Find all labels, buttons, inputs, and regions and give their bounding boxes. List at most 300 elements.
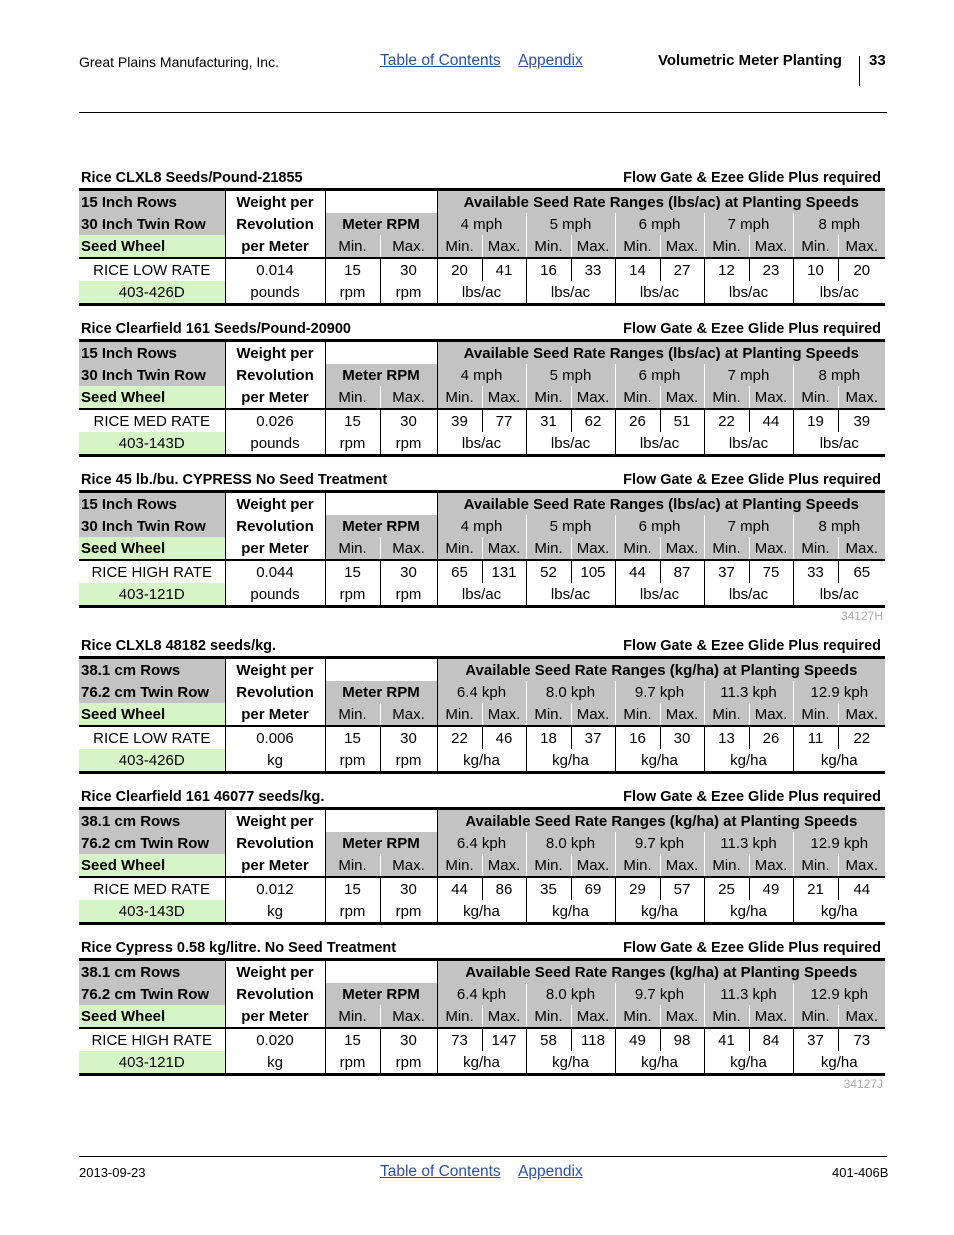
- table-title: Rice Clearfield 161 46077 seeds/kg.: [81, 789, 325, 805]
- rate-min-header: Min.: [526, 703, 571, 726]
- rpm-header-spacer: [325, 658, 437, 682]
- rate-min-header: Min.: [704, 1005, 749, 1028]
- rate-min-header: Min.: [793, 386, 838, 409]
- rate-min-value: 44: [437, 877, 482, 900]
- company-name: Great Plains Manufacturing, Inc.: [79, 54, 279, 70]
- twin-row-label: 76.2 cm Twin Row: [79, 983, 225, 1005]
- rate-max-header: Max.: [838, 386, 885, 409]
- seed-wheel-label: Seed Wheel: [79, 854, 225, 877]
- speed-header: 6 mph: [615, 364, 704, 386]
- rate-unit: kg/ha: [437, 900, 526, 924]
- seed-rate-table-block: [79, 321, 885, 457]
- rate-min-header: Min.: [437, 854, 482, 877]
- weight-value: 0.006: [225, 726, 325, 749]
- weight-unit: pounds: [225, 583, 325, 607]
- rate-min-header: Min.: [526, 1005, 571, 1028]
- rate-max-value: 73: [838, 1028, 885, 1051]
- weight-unit: pounds: [225, 432, 325, 456]
- rate-min-value: 13: [704, 726, 749, 749]
- weight-header-line2: Revolution: [225, 983, 325, 1005]
- twin-row-label: 76.2 cm Twin Row: [79, 681, 225, 703]
- rpm-max-header: Max.: [380, 235, 437, 258]
- seed-wheel-label: Seed Wheel: [79, 703, 225, 726]
- rate-max-header: Max.: [749, 386, 793, 409]
- rpm-max-value: 30: [380, 560, 437, 583]
- speed-header: 9.7 kph: [615, 983, 704, 1005]
- rate-max-header: Max.: [482, 854, 526, 877]
- seed-rate-table: [79, 656, 885, 774]
- rate-max-value: 20: [838, 258, 885, 281]
- page-header: [0, 52, 954, 92]
- rate-unit: kg/ha: [437, 1051, 526, 1075]
- rate-max-value: 49: [749, 877, 793, 900]
- rate-unit: kg/ha: [615, 1051, 704, 1075]
- rates-header: Available Seed Rate Ranges (lbs/ac) at Planting Speeds: [437, 492, 885, 516]
- rate-unit: lbs/ac: [526, 583, 615, 607]
- seed-rate-table: [79, 339, 885, 457]
- rate-max-header: Max.: [749, 854, 793, 877]
- weight-value: 0.044: [225, 560, 325, 583]
- speed-header: 6 mph: [615, 515, 704, 537]
- footer-date: 2013-09-23: [79, 1165, 146, 1180]
- rpm-max-value: 30: [380, 409, 437, 432]
- rate-max-value: 69: [571, 877, 615, 900]
- rpm-unit: rpm: [325, 900, 380, 924]
- rate-max-value: 98: [660, 1028, 704, 1051]
- page-number: 33: [869, 52, 886, 69]
- twin-row-label: 30 Inch Twin Row: [79, 213, 225, 235]
- weight-header-line2: Revolution: [225, 681, 325, 703]
- seed-rate-table: [79, 807, 885, 925]
- weight-header-line3: per Meter: [225, 537, 325, 560]
- requirement-note: Flow Gate & Ezee Glide Plus required: [623, 472, 881, 488]
- rate-min-value: 14: [615, 258, 660, 281]
- weight-header-line3: per Meter: [225, 703, 325, 726]
- rates-header: Available Seed Rate Ranges (lbs/ac) at Planting Speeds: [437, 341, 885, 365]
- header-rule: [79, 112, 887, 113]
- rate-max-header: Max.: [749, 703, 793, 726]
- speed-header: 5 mph: [526, 213, 615, 235]
- rate-min-header: Min.: [704, 386, 749, 409]
- speed-header: 12.9 kph: [793, 681, 885, 703]
- weight-unit: kg: [225, 749, 325, 773]
- rate-min-value: 25: [704, 877, 749, 900]
- table-of-contents-link[interactable]: Table of Contents: [380, 1163, 501, 1180]
- rate-name: RICE MED RATE: [79, 877, 225, 900]
- speed-header: 7 mph: [704, 213, 793, 235]
- speed-header: 11.3 kph: [704, 832, 793, 854]
- rpm-header-spacer: [325, 809, 437, 833]
- rpm-max-header: Max.: [380, 1005, 437, 1028]
- seed-wheel-part: 403-121D: [79, 1051, 225, 1075]
- rpm-header-spacer: [325, 190, 437, 214]
- rate-min-header: Min.: [615, 235, 660, 258]
- rpm-header-spacer: [325, 960, 437, 984]
- rate-max-header: Max.: [660, 235, 704, 258]
- appendix-link[interactable]: Appendix: [518, 1163, 583, 1180]
- part-number: 401-406B: [832, 1165, 889, 1180]
- weight-header-line3: per Meter: [225, 854, 325, 877]
- row-spacing-label: 38.1 cm Rows: [79, 960, 225, 984]
- rate-max-header: Max.: [482, 1005, 526, 1028]
- rate-min-value: 22: [437, 726, 482, 749]
- meter-rpm-header: Meter RPM: [325, 213, 437, 235]
- rpm-min-value: 15: [325, 409, 380, 432]
- rate-max-value: 46: [482, 726, 526, 749]
- weight-header-line1: Weight per: [225, 190, 325, 214]
- rate-min-value: 18: [526, 726, 571, 749]
- seed-rate-table-block: [79, 472, 885, 623]
- table-title-row: [79, 321, 885, 339]
- weight-header-line3: per Meter: [225, 1005, 325, 1028]
- rpm-min-header: Min.: [325, 235, 380, 258]
- weight-header-line1: Weight per: [225, 658, 325, 682]
- rate-max-value: 27: [660, 258, 704, 281]
- rate-min-value: 39: [437, 409, 482, 432]
- speed-header: 11.3 kph: [704, 983, 793, 1005]
- weight-header-line1: Weight per: [225, 960, 325, 984]
- speed-header: 5 mph: [526, 515, 615, 537]
- rate-min-value: 35: [526, 877, 571, 900]
- rate-min-header: Min.: [793, 703, 838, 726]
- rate-min-value: 44: [615, 560, 660, 583]
- seed-wheel-part: 403-143D: [79, 432, 225, 456]
- rate-min-value: 29: [615, 877, 660, 900]
- rate-max-header: Max.: [749, 235, 793, 258]
- rate-max-value: 87: [660, 560, 704, 583]
- rate-unit: kg/ha: [437, 749, 526, 773]
- rate-max-header: Max.: [571, 854, 615, 877]
- table-title: Rice 45 lb./bu. CYPRESS No Seed Treatment: [81, 472, 388, 488]
- rpm-min-value: 15: [325, 1028, 380, 1051]
- rpm-min-header: Min.: [325, 386, 380, 409]
- weight-unit: kg: [225, 1051, 325, 1075]
- rate-min-value: 65: [437, 560, 482, 583]
- speed-header: 8.0 kph: [526, 681, 615, 703]
- twin-row-label: 30 Inch Twin Row: [79, 515, 225, 537]
- rpm-min-value: 15: [325, 726, 380, 749]
- rate-min-header: Min.: [615, 537, 660, 560]
- rate-max-value: 44: [838, 877, 885, 900]
- footer-links: [380, 1163, 597, 1181]
- weight-value: 0.026: [225, 409, 325, 432]
- meter-rpm-header: Meter RPM: [325, 681, 437, 703]
- weight-header-line3: per Meter: [225, 386, 325, 409]
- rate-min-header: Min.: [437, 703, 482, 726]
- rates-header: Available Seed Rate Ranges (lbs/ac) at Planting Speeds: [437, 190, 885, 214]
- twin-row-label: 30 Inch Twin Row: [79, 364, 225, 386]
- weight-unit: kg: [225, 900, 325, 924]
- rate-max-header: Max.: [482, 386, 526, 409]
- rate-min-value: 52: [526, 560, 571, 583]
- row-spacing-label: 15 Inch Rows: [79, 492, 225, 516]
- speed-header: 7 mph: [704, 515, 793, 537]
- rpm-unit: rpm: [380, 583, 437, 607]
- row-spacing-label: 38.1 cm Rows: [79, 658, 225, 682]
- rate-unit: kg/ha: [615, 900, 704, 924]
- rate-max-header: Max.: [482, 235, 526, 258]
- table-title-row: [79, 638, 885, 656]
- table-title: Rice CLXL8 48182 seeds/kg.: [81, 638, 277, 654]
- rate-min-value: 31: [526, 409, 571, 432]
- rate-max-header: Max.: [838, 854, 885, 877]
- rate-max-value: 131: [482, 560, 526, 583]
- rate-max-header: Max.: [838, 703, 885, 726]
- seed-wheel-part: 403-426D: [79, 281, 225, 305]
- rpm-unit: rpm: [380, 900, 437, 924]
- rate-max-value: 37: [571, 726, 615, 749]
- speed-header: 8.0 kph: [526, 983, 615, 1005]
- weight-header-line1: Weight per: [225, 492, 325, 516]
- weight-value: 0.012: [225, 877, 325, 900]
- rate-unit: lbs/ac: [704, 432, 793, 456]
- rate-max-value: 23: [749, 258, 793, 281]
- meter-rpm-header: Meter RPM: [325, 983, 437, 1005]
- rate-unit: lbs/ac: [526, 432, 615, 456]
- rate-max-header: Max.: [571, 537, 615, 560]
- speed-header: 9.7 kph: [615, 832, 704, 854]
- rate-min-header: Min.: [615, 1005, 660, 1028]
- speed-header: 12.9 kph: [793, 832, 885, 854]
- rate-max-header: Max.: [660, 386, 704, 409]
- header-links: [380, 52, 597, 70]
- section-title: Volumetric Meter Planting: [658, 52, 842, 69]
- rates-header: Available Seed Rate Ranges (kg/ha) at Planting Speeds: [437, 658, 885, 682]
- speed-header: 4 mph: [437, 515, 526, 537]
- appendix-link[interactable]: Appendix: [518, 52, 583, 69]
- rate-max-header: Max.: [571, 235, 615, 258]
- speed-header: 12.9 kph: [793, 983, 885, 1005]
- seed-wheel-label: Seed Wheel: [79, 386, 225, 409]
- table-title-row: [79, 472, 885, 490]
- speed-header: 8 mph: [793, 213, 885, 235]
- speed-header: 6 mph: [615, 213, 704, 235]
- row-spacing-label: 15 Inch Rows: [79, 341, 225, 365]
- rate-min-value: 37: [704, 560, 749, 583]
- rate-unit: lbs/ac: [437, 432, 526, 456]
- requirement-note: Flow Gate & Ezee Glide Plus required: [623, 940, 881, 956]
- figure-reference: 34127H: [840, 609, 883, 623]
- rate-max-value: 33: [571, 258, 615, 281]
- rpm-min-header: Min.: [325, 703, 380, 726]
- rpm-unit: rpm: [325, 749, 380, 773]
- speed-header: 6.4 kph: [437, 681, 526, 703]
- row-spacing-label: 15 Inch Rows: [79, 190, 225, 214]
- rate-unit: kg/ha: [704, 749, 793, 773]
- seed-wheel-label: Seed Wheel: [79, 1005, 225, 1028]
- rate-unit: lbs/ac: [793, 583, 885, 607]
- rate-min-header: Min.: [704, 854, 749, 877]
- rate-max-value: 118: [571, 1028, 615, 1051]
- rate-min-header: Min.: [615, 854, 660, 877]
- rpm-max-header: Max.: [380, 537, 437, 560]
- table-of-contents-link[interactable]: Table of Contents: [380, 52, 501, 69]
- rpm-min-header: Min.: [325, 537, 380, 560]
- weight-header-line1: Weight per: [225, 341, 325, 365]
- rate-max-value: 57: [660, 877, 704, 900]
- rate-min-header: Min.: [793, 235, 838, 258]
- rate-min-value: 49: [615, 1028, 660, 1051]
- rate-max-header: Max.: [482, 703, 526, 726]
- rate-max-header: Max.: [482, 537, 526, 560]
- rate-unit: lbs/ac: [615, 432, 704, 456]
- figure-reference: 34127J: [843, 1077, 883, 1091]
- rate-min-value: 37: [793, 1028, 838, 1051]
- seed-wheel-part: 403-426D: [79, 749, 225, 773]
- rate-unit: lbs/ac: [437, 583, 526, 607]
- rpm-max-header: Max.: [380, 386, 437, 409]
- rate-max-value: 105: [571, 560, 615, 583]
- rate-max-header: Max.: [660, 537, 704, 560]
- rate-max-value: 77: [482, 409, 526, 432]
- rate-min-header: Min.: [704, 235, 749, 258]
- seed-rate-table: [79, 958, 885, 1076]
- rate-unit: lbs/ac: [704, 281, 793, 305]
- footer-rule: [79, 1156, 887, 1157]
- weight-value: 0.020: [225, 1028, 325, 1051]
- rate-min-header: Min.: [793, 1005, 838, 1028]
- speed-header: 4 mph: [437, 364, 526, 386]
- table-title: Rice Clearfield 161 Seeds/Pound-20900: [81, 321, 351, 337]
- speed-header: 4 mph: [437, 213, 526, 235]
- rate-max-value: 75: [749, 560, 793, 583]
- rpm-min-header: Min.: [325, 854, 380, 877]
- rpm-unit: rpm: [380, 432, 437, 456]
- rate-min-header: Min.: [704, 703, 749, 726]
- speed-header: 9.7 kph: [615, 681, 704, 703]
- requirement-note: Flow Gate & Ezee Glide Plus required: [623, 321, 881, 337]
- weight-header-line2: Revolution: [225, 832, 325, 854]
- rpm-min-value: 15: [325, 877, 380, 900]
- header-divider: [859, 56, 860, 86]
- row-spacing-label: 38.1 cm Rows: [79, 809, 225, 833]
- rate-name: RICE HIGH RATE: [79, 560, 225, 583]
- rate-unit: lbs/ac: [793, 432, 885, 456]
- rate-max-header: Max.: [838, 537, 885, 560]
- rate-min-value: 22: [704, 409, 749, 432]
- rate-max-header: Max.: [660, 1005, 704, 1028]
- rpm-min-header: Min.: [325, 1005, 380, 1028]
- rpm-unit: rpm: [325, 432, 380, 456]
- speed-header: 8 mph: [793, 364, 885, 386]
- table-title-row: [79, 940, 885, 958]
- requirement-note: Flow Gate & Ezee Glide Plus required: [623, 789, 881, 805]
- rpm-unit: rpm: [325, 1051, 380, 1075]
- rate-unit: kg/ha: [793, 900, 885, 924]
- seed-rate-table: [79, 490, 885, 608]
- speed-header: 7 mph: [704, 364, 793, 386]
- seed-rate-table-block: [79, 940, 885, 1091]
- rate-name: RICE MED RATE: [79, 409, 225, 432]
- rate-max-value: 84: [749, 1028, 793, 1051]
- seed-rate-table-block: [79, 170, 885, 306]
- rpm-unit: rpm: [380, 749, 437, 773]
- twin-row-label: 76.2 cm Twin Row: [79, 832, 225, 854]
- rate-min-header: Min.: [526, 386, 571, 409]
- rate-unit: lbs/ac: [526, 281, 615, 305]
- table-title: Rice Cypress 0.58 kg/litre. No Seed Treatment: [81, 940, 397, 956]
- weight-header-line3: per Meter: [225, 235, 325, 258]
- rate-unit: lbs/ac: [615, 583, 704, 607]
- seed-wheel-part: 403-143D: [79, 900, 225, 924]
- rate-unit: lbs/ac: [704, 583, 793, 607]
- rate-max-header: Max.: [571, 1005, 615, 1028]
- rate-min-header: Min.: [615, 386, 660, 409]
- seed-rate-table: [79, 188, 885, 306]
- rate-min-header: Min.: [526, 537, 571, 560]
- rate-min-header: Min.: [437, 1005, 482, 1028]
- rpm-max-value: 30: [380, 726, 437, 749]
- rate-min-header: Min.: [437, 537, 482, 560]
- rate-min-header: Min.: [437, 235, 482, 258]
- rate-min-value: 16: [615, 726, 660, 749]
- rate-max-header: Max.: [571, 703, 615, 726]
- rate-name: RICE HIGH RATE: [79, 1028, 225, 1051]
- speed-header: 8.0 kph: [526, 832, 615, 854]
- rate-max-value: 62: [571, 409, 615, 432]
- rate-min-value: 58: [526, 1028, 571, 1051]
- table-title: Rice CLXL8 Seeds/Pound-21855: [81, 170, 303, 186]
- meter-rpm-header: Meter RPM: [325, 832, 437, 854]
- rate-min-header: Min.: [793, 854, 838, 877]
- rpm-max-header: Max.: [380, 703, 437, 726]
- rate-min-header: Min.: [615, 703, 660, 726]
- rate-min-value: 20: [437, 258, 482, 281]
- requirement-note: Flow Gate & Ezee Glide Plus required: [623, 170, 881, 186]
- rate-min-header: Min.: [793, 537, 838, 560]
- rate-min-value: 10: [793, 258, 838, 281]
- rpm-min-value: 15: [325, 560, 380, 583]
- rate-max-value: 26: [749, 726, 793, 749]
- rate-name: RICE LOW RATE: [79, 726, 225, 749]
- table-title-row: [79, 170, 885, 188]
- weight-header-line2: Revolution: [225, 364, 325, 386]
- rate-min-header: Min.: [526, 235, 571, 258]
- rate-min-value: 12: [704, 258, 749, 281]
- rpm-max-value: 30: [380, 258, 437, 281]
- rate-max-header: Max.: [838, 1005, 885, 1028]
- rpm-max-value: 30: [380, 1028, 437, 1051]
- rate-max-header: Max.: [838, 235, 885, 258]
- rate-max-value: 65: [838, 560, 885, 583]
- rpm-unit: rpm: [325, 281, 380, 305]
- rate-max-value: 30: [660, 726, 704, 749]
- rate-min-value: 41: [704, 1028, 749, 1051]
- rate-min-header: Min.: [437, 386, 482, 409]
- rate-unit: kg/ha: [793, 1051, 885, 1075]
- table-title-row: [79, 789, 885, 807]
- rates-header: Available Seed Rate Ranges (kg/ha) at Planting Speeds: [437, 809, 885, 833]
- weight-header-line2: Revolution: [225, 213, 325, 235]
- rate-unit: kg/ha: [704, 900, 793, 924]
- rate-max-header: Max.: [571, 386, 615, 409]
- seed-wheel-label: Seed Wheel: [79, 537, 225, 560]
- rate-unit: lbs/ac: [437, 281, 526, 305]
- weight-header-line2: Revolution: [225, 515, 325, 537]
- rate-max-value: 39: [838, 409, 885, 432]
- rate-name: RICE LOW RATE: [79, 258, 225, 281]
- rate-min-value: 11: [793, 726, 838, 749]
- rate-unit: kg/ha: [526, 749, 615, 773]
- meter-rpm-header: Meter RPM: [325, 364, 437, 386]
- rpm-min-value: 15: [325, 258, 380, 281]
- rate-unit: lbs/ac: [793, 281, 885, 305]
- weight-unit: pounds: [225, 281, 325, 305]
- rate-min-value: 19: [793, 409, 838, 432]
- rpm-unit: rpm: [380, 281, 437, 305]
- rate-max-header: Max.: [749, 1005, 793, 1028]
- speed-header: 6.4 kph: [437, 983, 526, 1005]
